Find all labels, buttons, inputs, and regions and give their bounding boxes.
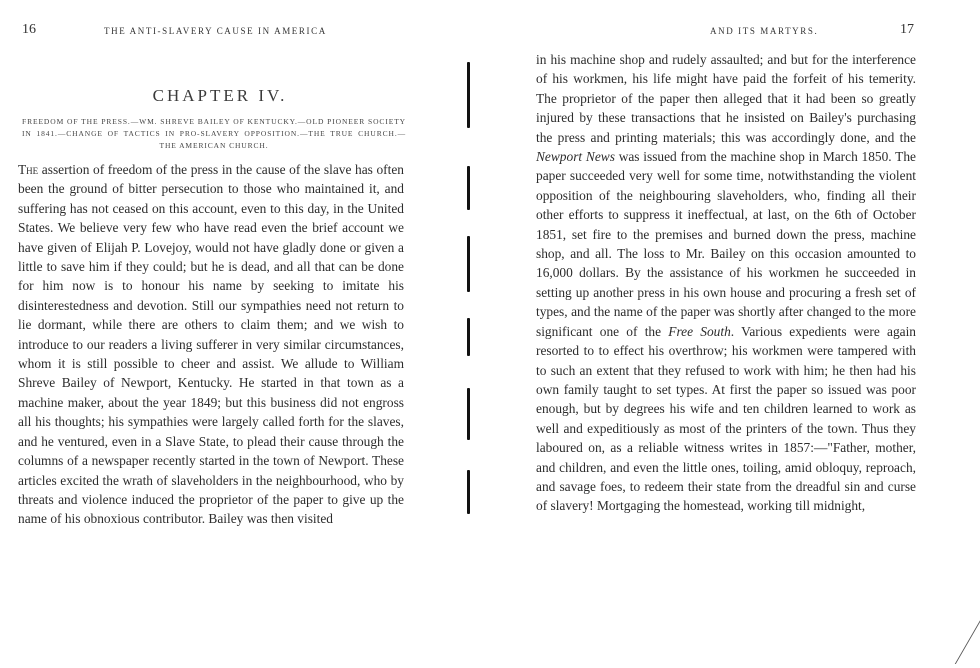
first-word: The <box>18 162 39 177</box>
right-body-text <box>536 50 916 516</box>
newspaper-new-name: Free South <box>668 323 731 339</box>
chapter-summary: FREEDOM OF THE PRESS.—WM. SHREVE BAILEY OF KENTUCKY.—OLD PIONEER SOCIETY IN 1841.—CHANGE OF TACTICS IN PRO-SLAVERY OPPOSITION.—THE TRUE CHURCH.—THE AMERICAN CHURCH. <box>22 117 406 150</box>
gutter-shadow <box>467 470 470 514</box>
gutter-shadow <box>467 318 470 356</box>
right-body-part-2: was issued from the machine shop in March 1850. The paper succeeded very well for some time, notwithstanding the violent opposition of the neighbouring slaveholders, who, finding all their other efforts to suppress it ineffectual, at last, on the 6th of October 1851, set fire to the premises and burned down the press, machine shop, and all. The loss to Mr. Bailey on this occasion amounted to 16,000 dollars. By the assistance of his workmen he succeeded in setting up another press in his own house and procuring a fresh set of types, and the name of the paper was shortly after changed to the more significant one of the <box>536 149 917 339</box>
gutter-shadow <box>467 236 470 292</box>
newspaper-name: Newport News <box>536 149 615 165</box>
right-running-head: AND ITS MARTYRS. <box>710 26 819 36</box>
right-page-number: 17 <box>900 22 914 37</box>
gutter-shadow <box>467 166 470 210</box>
book-gutter <box>440 0 500 668</box>
right-page <box>500 0 980 668</box>
left-page <box>0 0 440 668</box>
right-body-part-3: . Various expedients were again resorted to to effect his overthrow; his workmen were tampered with to such an extent that they refused to work with him; he then had his own family taught to set types. At first the paper so issued was poor enough, but by degrees his wife and ten children learned to work as well and expeditiously as most of the printers of the town. Thus they laboured on, as a reliable witness writes in 1857:—"Father, mother, and children, and even the little ones, toiling, amid obloquy, reproach, and savage foes, to redeem their state from the dreadful sin and curse of slavery! Mortgaging the homestead, working till midnight, <box>536 323 916 514</box>
gutter-shadow <box>467 388 470 440</box>
left-body-paragraph: assertion of freedom of the press in the cause of the slave has often been the ground of bitter persecution to those who maintained it, and suffering has not ceased on this account, even to this day, in the United States. We believe very few who have read even the brief account we have given of Elijah P. Lovejoy, would not have gladly done or given a little to save him if they could; but he is dead, and all that can be done for him now is to honour his name by seeking to imitate his disinterestedness and devotion. Still our sympathies need not return to lie dormant, while there are others to claim them; and we wish to introduce to our readers a living sufferer in very similar circumstances, whom it is still possible to cheer and assist. We allude to William Shreve Bailey of Newport, Kentucky. He started in that town as a machine maker, about the year 1849; but this business did not engross all his thoughts; his sympathies were largely called forth for the slaves, and he ventured, even in a Slave State, to plead their cause through the columns of a newspaper recently started in the town of Newport. These articles excited the wrath of slaveholders in the neighbourhood, who by threats and violence induced the proprietor of the paper to give up the name of his obnoxious contributor. Bailey was then visited <box>18 162 404 527</box>
left-running-head: THE ANTI-SLAVERY CAUSE IN AMERICA <box>104 26 327 36</box>
right-body-part-1: in his machine shop and rudely assaulted; and but for the interference of his workmen, his life might have paid the forfeit of his temerity. The proprietor of the paper then alleged that it had been so greatly injured by these transactions that he insisted on Bailey's purchasing the press and printing materials; this was accordingly done, and the <box>536 52 916 145</box>
scan-edge <box>915 594 980 664</box>
chapter-title: CHAPTER IV. <box>152 86 288 105</box>
left-page-number: 16 <box>22 22 36 37</box>
left-body-text <box>18 160 404 529</box>
gutter-shadow <box>467 62 470 128</box>
